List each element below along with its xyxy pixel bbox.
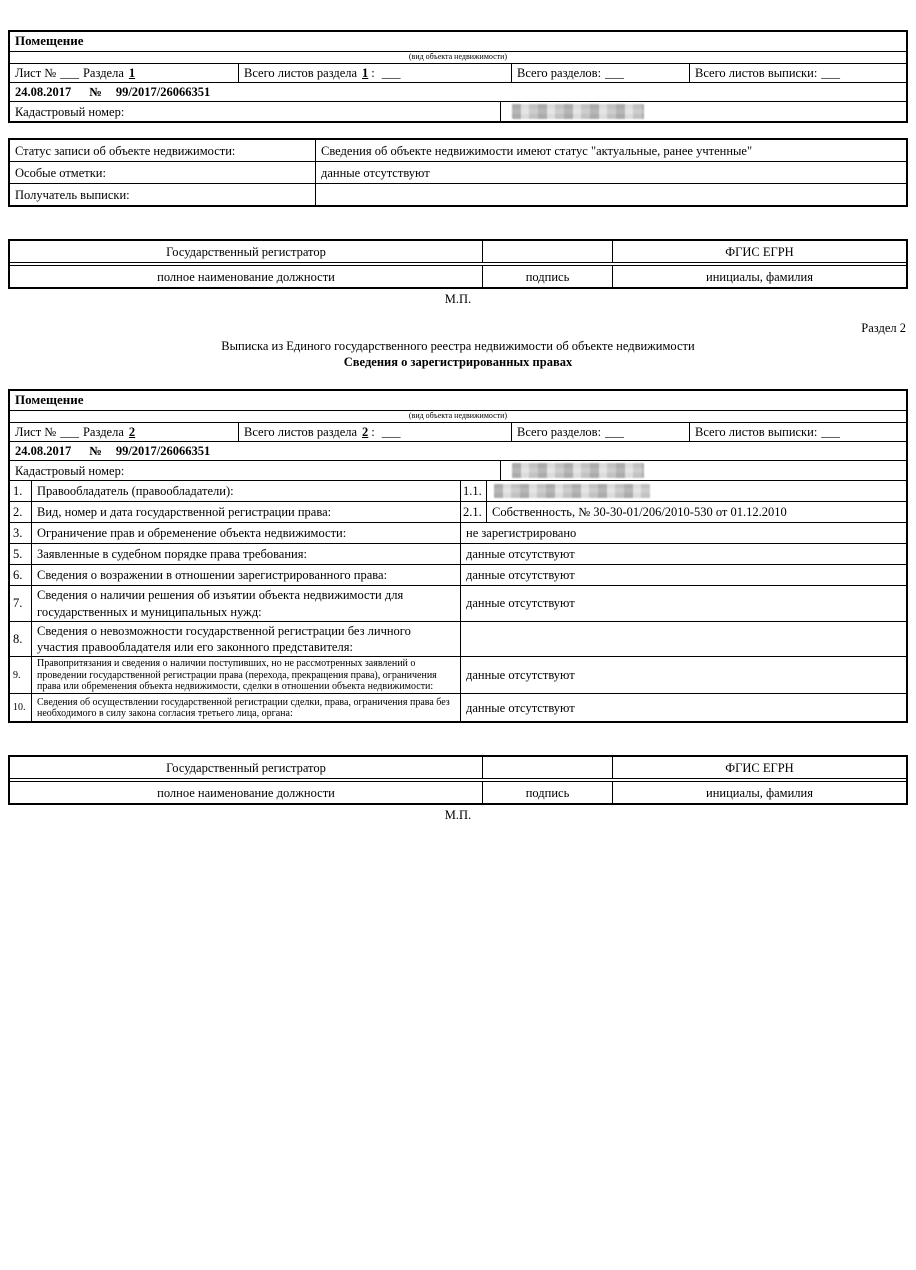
fgis-egrn-cell: ФГИС ЕГРН — [612, 757, 906, 778]
row-value-cell — [486, 481, 906, 501]
registrar-title-cell: Государственный регистратор — [166, 760, 326, 775]
sheet-info-row — [10, 63, 906, 82]
extract-date: 24.08.2017 — [15, 444, 72, 459]
rights-row-3 — [10, 522, 906, 543]
row-label: Сведения об осуществлении государственной регистрации сделки, права, ограничения права без необходимого в силу закона согласия третьего лица, органа: — [31, 694, 460, 721]
cadastral-number-row — [10, 460, 906, 480]
section-number: 1 — [128, 65, 136, 80]
cadastral-number-value-cell — [500, 102, 906, 121]
object-type-row — [10, 32, 906, 51]
row-number: 10. — [13, 702, 26, 714]
row-value: данные отсутствуют — [460, 694, 906, 721]
row-label: Правопритязания и сведения о наличии поступивших, но не рассмотренных заявлений о проведении государственной регистрации права (перехода, прекращения права), ограничения права или обременения объекта недвижимости, сделки в отношении объекта недвижимости: — [31, 657, 460, 693]
total-extract-sheets-label: Всего листов выписки: — [695, 65, 818, 80]
number-sign: № — [89, 85, 102, 100]
number-sign: № — [89, 444, 102, 459]
total-extract-sheets-cell — [689, 423, 906, 441]
row-label: Ограничение прав и обременение объекта недвижимости: — [31, 523, 460, 543]
status-record-value: Сведения об объекте недвижимости имеют статус "актуальные, ранее учтенные" — [315, 140, 906, 161]
total-extract-sheets-blank: ___ — [821, 424, 841, 439]
rights-row-9 — [10, 656, 906, 693]
egrn-extract-page — [8, 30, 908, 824]
row-value: Собственность, № 30-30-01/206/2010-530 от 01.12.2010 — [486, 502, 906, 522]
section2-label: Раздел 2 — [861, 321, 906, 336]
status-table — [8, 138, 908, 207]
rights-row-5 — [10, 543, 906, 564]
registrar-caption-row — [10, 262, 906, 287]
special-notes-value: данные отсутствуют — [315, 162, 906, 183]
rights-row-8 — [10, 621, 906, 657]
razdel-label: Раздела — [82, 424, 124, 439]
extract-number: 99/2017/26066351 — [115, 444, 211, 459]
rights-row-10 — [10, 693, 906, 721]
registrar-title-row — [10, 757, 906, 778]
status-record-row — [10, 140, 906, 161]
total-section-sheets-cell — [238, 64, 511, 82]
sheet-number-blank: ___ — [60, 65, 79, 80]
object-type-row — [10, 391, 906, 410]
section1-header-table — [8, 30, 908, 123]
total-sheets-blank: ___ — [381, 424, 401, 439]
total-sheets-blank: ___ — [381, 65, 401, 80]
object-type-hint-row — [10, 51, 906, 63]
extract-number: 99/2017/26066351 — [115, 85, 211, 100]
rights-row-6 — [10, 564, 906, 585]
object-type-hint: (вид объекта недвижимости) — [408, 52, 508, 62]
redacted-rightholder-name — [494, 484, 650, 498]
stamp-label: М.П. — [444, 292, 472, 307]
row-label: Правообладатель (правообладатели): — [31, 481, 460, 501]
cadastral-number-label: Кадастровый номер: — [15, 104, 125, 119]
extract-date-row — [10, 441, 906, 460]
razdel-label: Раздела — [82, 65, 124, 80]
object-type: Помещение — [15, 391, 84, 407]
redacted-cadastral-number — [512, 104, 644, 119]
cadastral-number-row — [10, 101, 906, 121]
registrar-caption-row — [10, 778, 906, 803]
extract-title: Выписка из Единого государственного реестра недвижимости об объекте недвижимости — [221, 338, 695, 353]
extract-date: 24.08.2017 — [15, 85, 72, 100]
total-sections-cell — [511, 423, 689, 441]
position-caption-cell: полное наименование должности — [157, 785, 335, 800]
row-number: 5. — [13, 547, 23, 562]
row-number: 8. — [13, 631, 23, 646]
special-notes-row — [10, 161, 906, 183]
position-caption-cell: полное наименование должности — [157, 269, 335, 284]
registrar-title-row — [10, 241, 906, 262]
total-extract-sheets-cell — [689, 64, 906, 82]
total-razdels-label: Всего разделов: — [517, 65, 602, 80]
row-value: не зарегистрировано — [460, 523, 906, 543]
row-value: данные отсутствуют — [460, 657, 906, 693]
extract-recipient-label: Получатель выписки: — [15, 187, 130, 202]
row-sub-number: 2.1. — [460, 502, 486, 522]
total-extract-sheets-blank: ___ — [821, 65, 841, 80]
row-number: 7. — [13, 596, 23, 611]
total-sheets-label: Всего листов раздела — [244, 424, 358, 439]
row-number: 2. — [13, 505, 23, 520]
status-record-label: Статус записи об объекте недвижимости: — [15, 143, 236, 158]
total-extract-sheets-label: Всего листов выписки: — [695, 424, 818, 439]
section-number: 2 — [362, 424, 369, 439]
fgis-egrn-cell: ФГИС ЕГРН — [612, 241, 906, 262]
row-number: 6. — [13, 568, 23, 583]
row-value: данные отсутствуют — [460, 586, 906, 621]
stamp-label: М.П. — [444, 808, 472, 823]
row-label: Заявленные в судебном порядке права требования: — [31, 544, 460, 564]
object-type-hint: (вид объекта недвижимости) — [408, 411, 508, 421]
redacted-cadastral-number — [512, 463, 644, 478]
extract-date-cell — [10, 83, 906, 101]
object-type: Помещение — [15, 33, 84, 48]
section2-table — [8, 389, 908, 724]
total-razdels-blank: ___ — [605, 424, 624, 439]
registrar-table-1 — [8, 239, 908, 289]
sheet-label: Лист № — [15, 424, 57, 439]
sheet-label: Лист № — [15, 65, 57, 80]
initials-caption-cell: инициалы, фамилия — [612, 782, 906, 803]
row-number: 1. — [13, 484, 23, 499]
colon: : — [371, 65, 375, 80]
row-label: Вид, номер и дата государственной регистрации права: — [31, 502, 460, 522]
initials-caption-cell: инициалы, фамилия — [612, 266, 906, 287]
section-number: 2 — [128, 424, 136, 439]
total-section-sheets-cell — [238, 423, 511, 441]
row-label: Сведения о возражении в отношении зарегистрированного права: — [31, 565, 460, 585]
extract-subtitle: Сведения о зарегистрированных правах — [343, 355, 573, 370]
sheet-number-cell — [10, 64, 238, 82]
signature-space-cell — [482, 757, 612, 778]
total-razdels-label: Всего разделов: — [517, 424, 602, 439]
total-sections-cell — [511, 64, 689, 82]
row-value: данные отсутствуют — [460, 565, 906, 585]
registrar-table-2 — [8, 755, 908, 805]
sheet-info-row — [10, 422, 906, 441]
rights-row-7 — [10, 585, 906, 621]
registrar-title-cell: Государственный регистратор — [166, 244, 326, 259]
row-value — [460, 622, 906, 657]
row-label: Сведения о невозможности государственной регистрации без личного участия правообладателя или его законного представителя: — [31, 622, 460, 657]
rights-row-2 — [10, 501, 906, 522]
total-razdels-blank: ___ — [605, 65, 624, 80]
object-type-hint-row — [10, 410, 906, 422]
signature-space-cell — [482, 241, 612, 262]
extract-recipient-row — [10, 183, 906, 205]
total-sheets-label: Всего листов раздела — [244, 65, 358, 80]
row-value: данные отсутствуют — [460, 544, 906, 564]
extract-date-cell — [10, 442, 906, 460]
sheet-number-cell — [10, 423, 238, 441]
cadastral-number-label: Кадастровый номер: — [15, 463, 125, 478]
row-number: 9. — [13, 669, 21, 681]
signature-caption-cell: подпись — [482, 782, 612, 803]
section-number: 1 — [362, 65, 369, 80]
special-notes-label: Особые отметки: — [15, 165, 106, 180]
extract-recipient-value — [315, 184, 906, 205]
row-number: 3. — [13, 526, 23, 541]
cadastral-number-value-cell — [500, 461, 906, 480]
rights-row-1 — [10, 480, 906, 501]
sheet-number-blank: ___ — [60, 424, 79, 439]
colon: : — [371, 424, 375, 439]
row-label: Сведения о наличии решения об изъятии объекта недвижимости для государственных и муниципальных нужд: — [31, 586, 460, 621]
row-sub-number: 1.1. — [460, 481, 486, 501]
extract-date-row — [10, 82, 906, 101]
signature-caption-cell: подпись — [482, 266, 612, 287]
